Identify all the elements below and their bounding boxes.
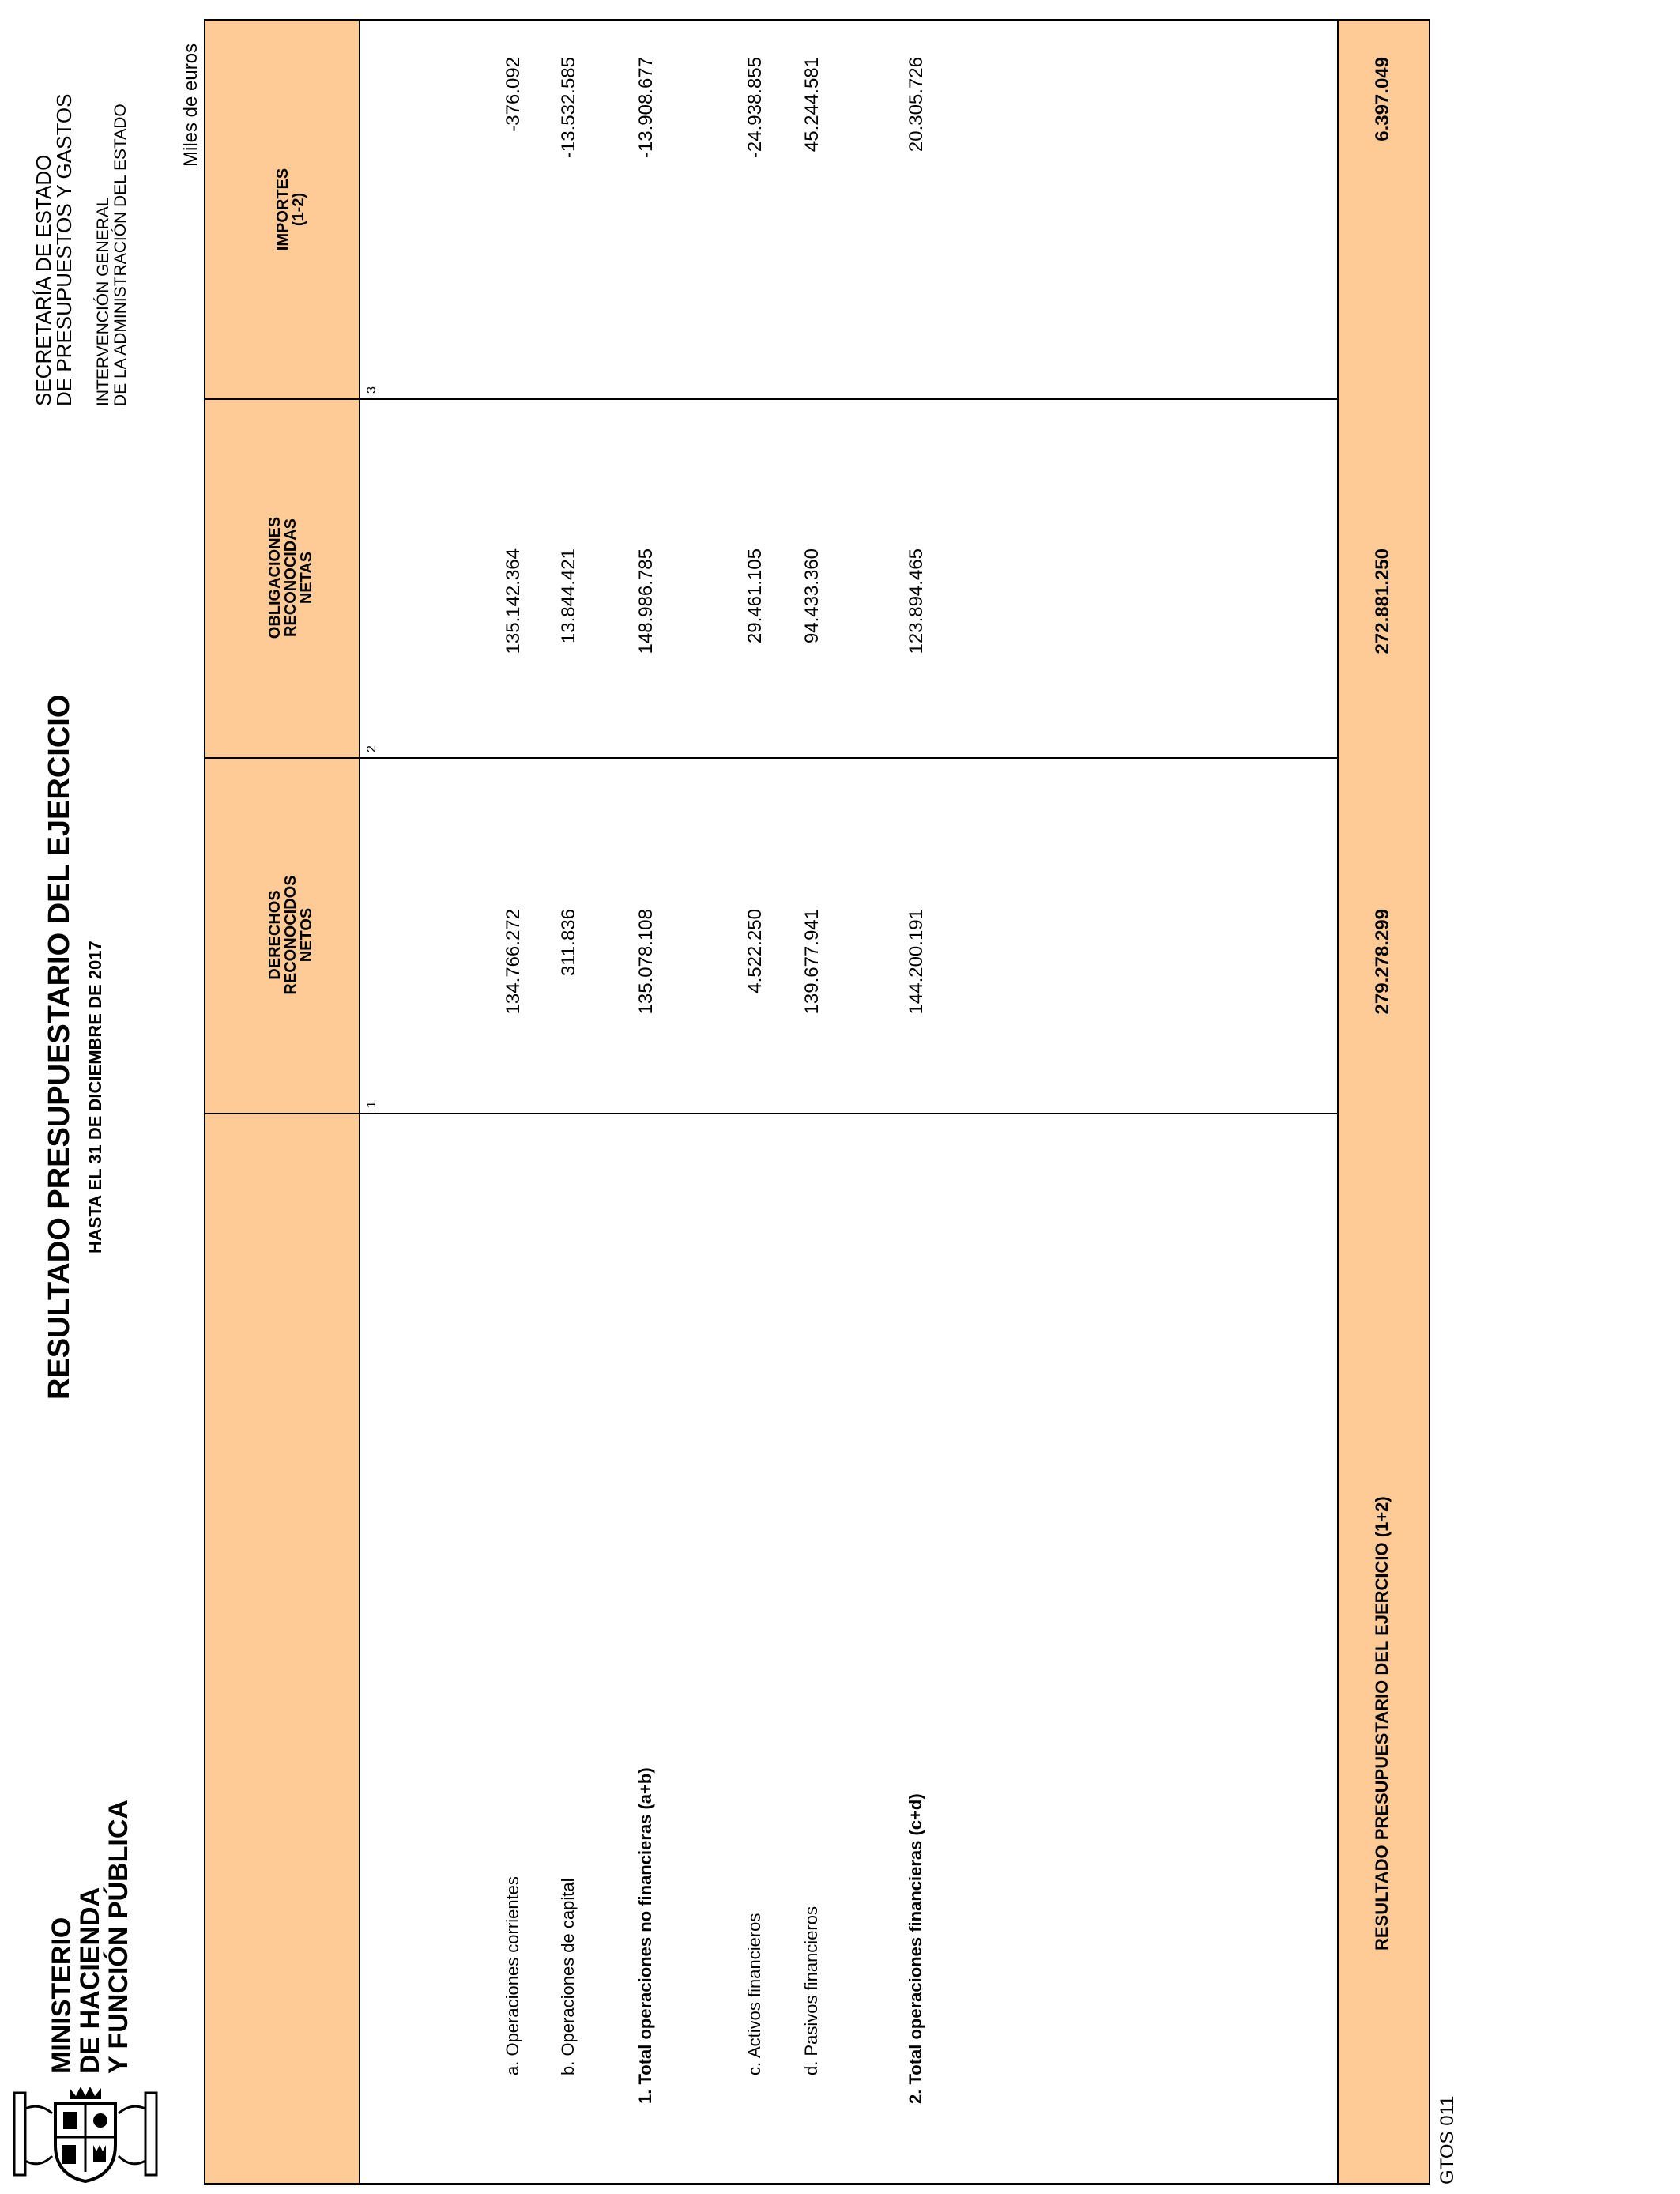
header-line: RECONOCIDOS (282, 875, 299, 995)
ministry-line: MINISTERIO (47, 1917, 77, 2074)
secretaria-line: DE PRESUPUESTOS Y GASTOS (52, 93, 76, 406)
column-number: 1 (365, 1101, 379, 1108)
row-derechos: 135.078.108 (635, 909, 657, 1015)
row-importes: 20.305.726 (906, 57, 927, 153)
intervencion-line: INTERVENCIÓN GENERAL (94, 197, 112, 406)
total-derechos: 279.278.299 (1372, 909, 1393, 1015)
row-label: 1. Total operaciones no financieras (a+b) (635, 1767, 655, 2104)
header-line: OBLIGACIONES (266, 516, 284, 639)
row-label: b. Operaciones de capital (558, 1878, 578, 2075)
row-importes: -24.938.855 (744, 57, 766, 159)
secretaria-line: SECRETARÍA DE ESTADO (32, 154, 55, 406)
row-importes: -376.092 (503, 57, 524, 132)
report-subtitle: HASTA EL 31 DE DICIEMBRE DE 2017 (85, 941, 105, 1253)
row-derechos: 4.522.250 (744, 909, 766, 993)
header-line: NETOS (298, 907, 315, 963)
column-number: 3 (365, 386, 379, 394)
row-label: a. Operaciones corrientes (503, 1876, 522, 2075)
header-derechos (267, 757, 315, 1113)
row-obligaciones: 135.142.364 (503, 548, 524, 654)
row-label: 2. Total operaciones financieras (c+d) (906, 1793, 925, 2104)
header-cell-importes (205, 21, 360, 398)
secretaria-block (33, 94, 74, 406)
row-derechos: 311.836 (558, 909, 579, 976)
header-line: RECONOCIDAS (282, 518, 299, 638)
total-label: RESULTADO PRESUPUESTARIO DEL EJERCICIO (1+2) (1372, 1496, 1392, 1951)
coat-of-arms-emblem (8, 2085, 163, 2183)
column-number: 2 (365, 745, 379, 752)
ministry-line: DE HACIENDA (75, 1887, 105, 2074)
header-cell-concept (205, 1113, 360, 2183)
header-line: DERECHOS (266, 890, 284, 980)
ministry-line: Y FUNCIÓN PÚBLICA (104, 1800, 134, 2074)
results-table (204, 19, 1430, 2185)
ministry-name (47, 1800, 133, 2074)
total-obligaciones: 272.881.250 (1372, 548, 1393, 654)
row-label: d. Pasivos financieros (801, 1906, 821, 2075)
row-derechos: 134.766.272 (503, 909, 524, 1015)
row-importes: 45.244.581 (801, 57, 823, 153)
row-derechos: 144.200.191 (906, 909, 927, 1015)
row-obligaciones: 13.844.421 (558, 548, 579, 644)
intervencion-block (95, 104, 130, 406)
row-obligaciones: 94.433.360 (801, 548, 823, 644)
header-line: (1-2) (290, 192, 307, 227)
row-obligaciones: 123.894.465 (906, 548, 927, 654)
row-label: c. Activos financieros (744, 1913, 764, 2075)
header-obligaciones (267, 398, 315, 757)
total-importes: 6.397.049 (1372, 57, 1393, 141)
header-line: NETAS (298, 551, 315, 605)
row-importes: -13.908.677 (635, 57, 657, 159)
header-importes (275, 21, 307, 398)
header-cell-derechos (205, 757, 360, 1113)
header-line: IMPORTES (274, 168, 292, 251)
row-importes: -13.532.585 (558, 57, 579, 159)
total-row (1337, 21, 1429, 2183)
report-title: RESULTADO PRESUPUESTARIO DEL EJERCICIO (43, 694, 76, 1400)
column-divider (205, 398, 1429, 400)
intervencion-line: DE LA ADMINISTRACIÓN DEL ESTADO (111, 104, 130, 406)
row-obligaciones: 29.461.105 (744, 548, 766, 644)
column-divider (205, 757, 1429, 759)
row-derechos: 139.677.941 (801, 909, 823, 1015)
header-cell-obligaciones (205, 398, 360, 757)
units-label: Miles de euros (180, 43, 202, 167)
form-code: GTOS 011 (1437, 2095, 1458, 2185)
row-obligaciones: 148.986.785 (635, 548, 657, 654)
